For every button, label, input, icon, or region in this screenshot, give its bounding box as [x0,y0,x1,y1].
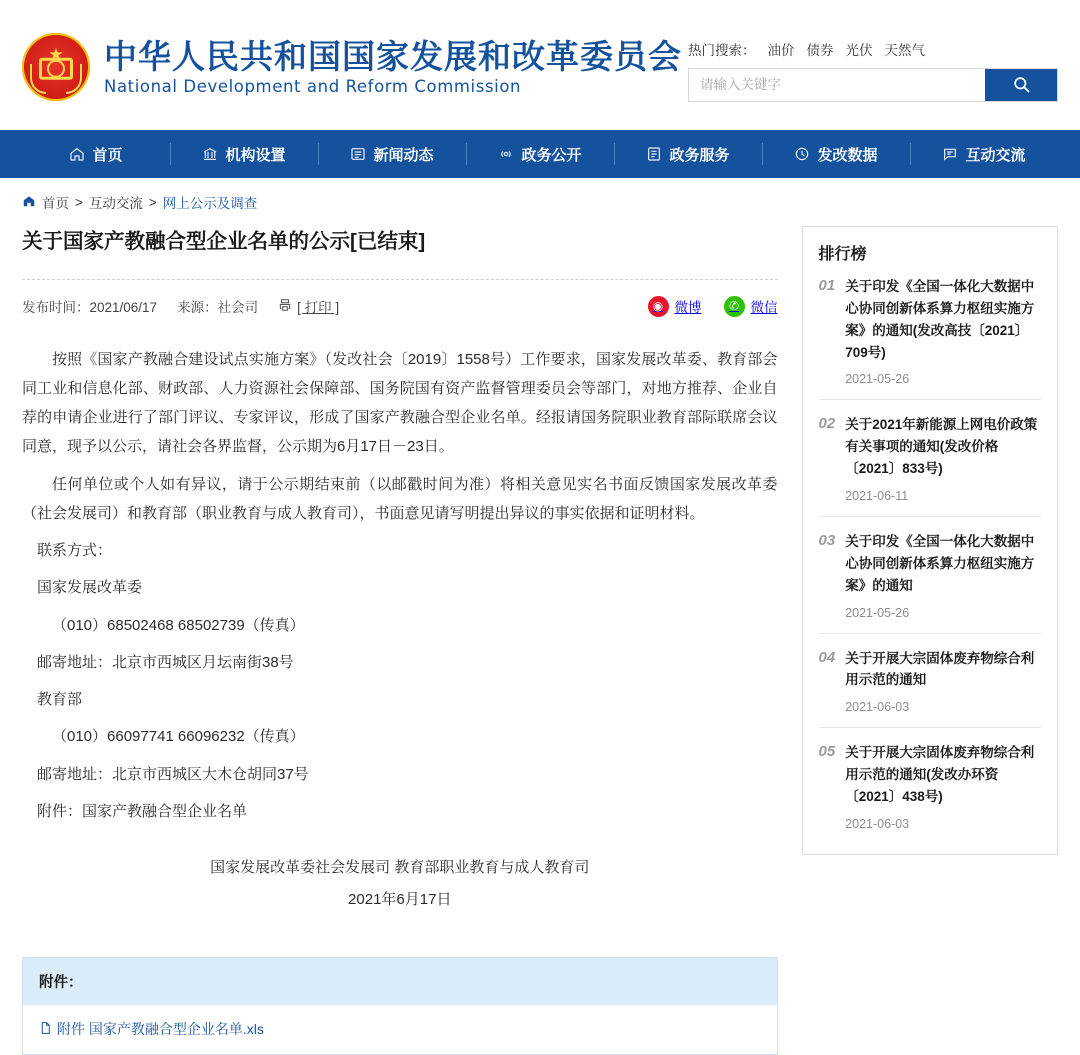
contact-line: 邮寄地址：北京市西城区月坛南街38号 [37,653,294,671]
article-body [22,327,778,916]
national-emblem-icon: ★ [22,33,90,101]
content-area [0,222,1080,1055]
page-title: 关于国家产教融合型企业名单的公示[已结束] [22,230,426,253]
rank-link[interactable]: 关于2021年新能源上网电价政策有关事项的通知(发改价格〔2021〕833号) [845,417,1038,477]
share-bar [648,296,778,317]
signature-date: 2021年6月17日 [348,890,452,908]
rank-date: 2021-06-03 [845,700,910,715]
site-header [0,0,1080,130]
source-value: 社会司 [217,300,259,316]
nav-label-1: 机构设置 [225,146,286,164]
signature: 国家发展改革委社会发展司 教育部职业教育与成人教育司 [210,859,590,877]
hot-term-3[interactable]: 天然气 [884,42,925,58]
nav-item-interaction[interactable] [910,130,1058,178]
breadcrumb-item-0[interactable]: 首页 [42,196,69,211]
article-paragraph: 按照《国家产教融合建设试点实施方案》（发改社会〔2019〕1558号）工作要求，国家发展改革委、教育部会同工业和信息化部、财政部、人力资源社会保障部、国务院国有资产监督管理委员会等部门，对地方推荐、企业自荐的申请企业进行了部门评议、专家评议，形成了国家产教融合型企业名单。经报请国务院职业教育部际联席会议同意，现予以公示，请社会各界监督，公示期为6月17日－23日。 [22,350,778,456]
list-item[interactable] [819,633,1041,728]
list-item[interactable] [819,516,1041,633]
rank-date: 2021-06-11 [845,489,909,504]
search-input[interactable] [689,69,985,101]
hot-search-label: 热门搜索： [688,42,756,58]
nav-label-0: 首页 [92,146,123,164]
list-item[interactable] [819,399,1041,516]
contact-line: 附件：国家产教融合型企业名单 [37,802,248,820]
ranking-title: 排行榜 [818,246,867,263]
rank-number: 04 [818,648,836,666]
breadcrumb [0,178,1080,222]
rank-content [845,648,1041,715]
contact-title: 联系方式： [37,542,113,560]
search-box [688,68,1058,102]
article-meta [22,280,778,327]
contact-line: 国家发展改革委 [37,579,143,597]
contact-line: 邮寄地址：北京市西城区大木仓胡同37号 [37,765,309,783]
rank-number: 03 [818,532,836,550]
hot-term-1[interactable]: 债券 [806,42,834,58]
share-weibo[interactable] [648,296,702,317]
rank-number: 01 [818,277,836,294]
site-brand[interactable] [22,33,682,101]
search-area [688,33,1058,102]
article [22,222,778,1055]
breadcrumb-item-1[interactable]: 互动交流 [88,196,143,211]
nav-label-5: 发改数据 [817,146,878,164]
rank-number: 02 [818,415,836,433]
nav-label-3: 政务公开 [521,146,582,164]
print-label: [ 打印 ] [297,300,340,316]
share-weibo-label: 微博 [674,300,702,316]
share-wechat-label: 微信 [750,300,778,316]
weibo-icon: ◉ [648,296,669,317]
attachment-body [23,1005,777,1054]
contact-line: 教育部 [37,691,83,709]
printer-icon [278,298,292,315]
source-label: 来源： [177,300,218,316]
rank-link[interactable]: 关于开展大宗固体废弃物综合利用示范的通知 [845,650,1035,688]
rank-date: 2021-05-26 [845,372,910,387]
share-wechat[interactable] [724,296,778,317]
rank-link[interactable]: 关于开展大宗固体废弃物综合利用示范的通知(发改办环资〔2021〕438号) [845,745,1035,805]
chat-icon [942,146,958,162]
rank-content [845,276,1041,386]
nav-item-news[interactable] [318,130,466,178]
broadcast-icon [498,146,514,162]
search-button[interactable] [985,69,1057,101]
clock-icon [794,146,810,162]
attachment-link[interactable] [39,1019,264,1039]
rank-content [845,414,1041,503]
hot-term-0[interactable]: 油价 [767,42,795,58]
file-xls-icon [39,1021,52,1038]
nav-label-6: 互动交流 [965,146,1026,164]
nav-item-org[interactable] [170,130,318,178]
publish-date: 2021/06/17 [89,300,158,316]
rank-link[interactable]: 关于印发《全国一体化大数据中心协同创新体系算力枢纽实施方案》的通知(发改高技〔2021〕709号) [845,279,1035,360]
site-title-en: National Development and Reform Commission [104,77,522,97]
brand-text [104,38,682,97]
bank-icon [202,146,218,162]
search-icon [1012,75,1031,94]
ranking-sidebar [802,226,1058,855]
rank-content [845,531,1041,620]
list-item[interactable] [819,274,1041,399]
contact-line: （010）66097741 66096232（传真） [52,728,305,746]
rank-date: 2021-05-26 [845,605,910,620]
site-title-cn: 中华人民共和国国家发展和改革委员会 [104,36,682,76]
nav-item-data[interactable] [762,130,910,178]
contact-line: （010）68502468 68502739（传真） [52,616,305,634]
rank-link[interactable]: 关于印发《全国一体化大数据中心协同创新体系算力枢纽实施方案》的通知 [845,534,1035,593]
nav-item-services[interactable] [614,130,762,178]
breadcrumb-sep-1: > [148,194,157,210]
publish-time [22,296,157,316]
print-button[interactable] [278,296,339,316]
breadcrumb-item-2[interactable]: 网上公示及调查 [162,196,258,211]
rank-date: 2021-06-03 [845,816,910,831]
hot-term-2[interactable]: 光伏 [845,42,873,58]
home-icon [69,146,85,162]
wechat-icon: ✆ [724,296,745,317]
publish-label: 发布时间： [22,300,90,316]
nav-item-openness[interactable] [466,130,614,178]
attachment-panel [22,957,778,1055]
attachment-heading: 附件： [23,958,777,1005]
nav-label-4: 政务服务 [669,146,730,164]
nav-label-2: 新闻动态 [373,146,434,164]
news-icon [350,146,366,162]
hot-search-row [688,39,1058,59]
rank-number: 05 [818,743,836,761]
article-paragraph: 任何单位或个人如有异议，请于公示期结束前（以邮戳时间为准）将相关意见实名书面反馈国家发展改革委（社会发展司）和教育部（职业教育与成人教育司），书面意见请写明提出异议的事实依据和证明材料。 [22,475,778,522]
main-nav [0,130,1080,178]
breadcrumb-sep-0: > [75,194,83,210]
rank-content [845,742,1041,831]
nav-item-home[interactable] [22,130,170,178]
list-item[interactable] [819,727,1041,844]
ranking-list [803,274,1057,854]
signature-block [22,852,778,915]
home-icon [22,194,36,211]
source [177,296,258,316]
document-icon [646,146,662,162]
attachment-file-name: 附件 国家产教融合型企业名单.xls [57,1021,264,1038]
